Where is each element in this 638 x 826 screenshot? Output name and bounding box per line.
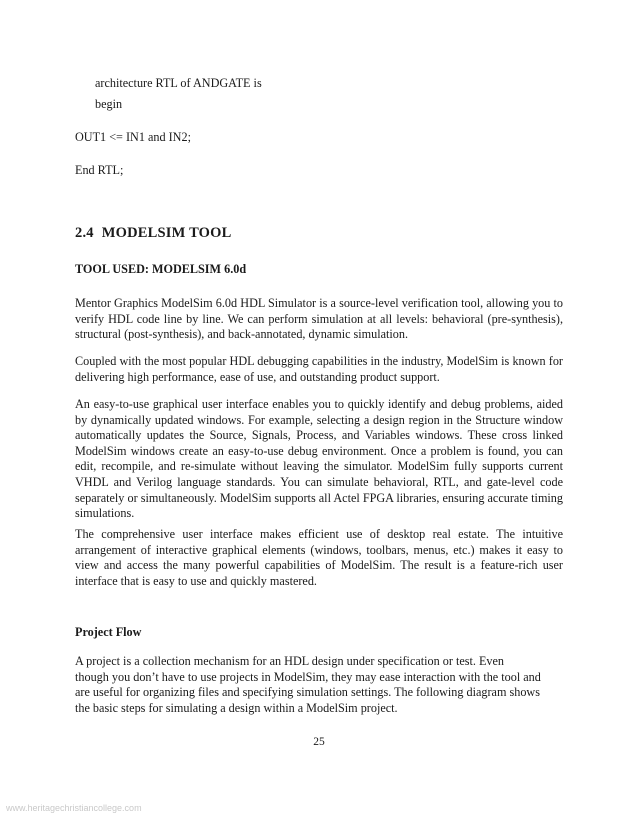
code-line-end: End RTL; — [75, 163, 124, 177]
tool-used-heading: TOOL USED: MODELSIM 6.0d — [75, 262, 247, 276]
project-flow-line: A project is a collection mechanism for an HDL design under specification or test. Even — [75, 654, 505, 668]
project-flow-heading: Project Flow — [75, 625, 142, 639]
section-heading — [75, 225, 232, 242]
project-flow-line: though you don’t have to use projects in ModelSim, they may ease interaction with the tool and — [75, 669, 541, 684]
paragraph-simulator-intro: Mentor Graphics ModelSim 6.0d HDL Simulator is a source-level verification tool, allowing you to verify HDL code line by line. We can perform simulation at all levels: behavioral (pre-synthesis), structural (post-synthesis), and back-annotated, dynamic simulation. — [75, 296, 563, 342]
paragraph-gui: An easy-to-use graphical user interface enables you to quickly identify and debug problems, aided by dynamically updated windows. For example, selecting a design region in the Structure window automatically updates the Source, Signals, Process, and Variables windows. These cross linked ModelSim windows create an easy-to-use debug environment. Once a problem is found, you can edit, recompile, and re-simulate without leaving the simulator. ModelSim fully supports current VHDL and Verilog language standards. You can simulate behavioral, RTL, and gate-level code separately or simultaneously. ModelSim supports all Actel FPGA libraries, ensuring accurate timing simulations. — [75, 397, 563, 521]
paragraph-interface: The comprehensive user interface makes efficient use of desktop real estate. The intuitive arrangement of interactive graphical elements (windows, toolbars, menus, etc.) makes it easy to view and access the many powerful capabilities of ModelSim. The result is a feature-rich user interface that is easy to use and quickly mastered. — [75, 527, 563, 588]
section-title: MODELSIM TOOL — [101, 225, 232, 241]
project-flow-line: are useful for organizing files and specifying simulation settings. The following diagram shows — [75, 685, 540, 700]
code-line-architecture: architecture RTL of ANDGATE is — [95, 76, 262, 90]
project-flow-line: the basic steps for simulating a design within a ModelSim project. — [75, 700, 398, 715]
watermark: www.heritagechristiancollege.com — [6, 803, 142, 813]
section-number: 2.4 — [75, 225, 94, 241]
paragraph-debugging: Coupled with the most popular HDL debugging capabilities in the industry, ModelSim is known for delivering high performance, ease of use, and outstanding product support. — [75, 354, 563, 384]
paragraph-project-flow — [75, 654, 563, 716]
page-number: 25 — [313, 736, 325, 748]
code-line-begin: begin — [95, 97, 123, 111]
code-line-assignment: OUT1 <= IN1 and IN2; — [75, 130, 191, 144]
